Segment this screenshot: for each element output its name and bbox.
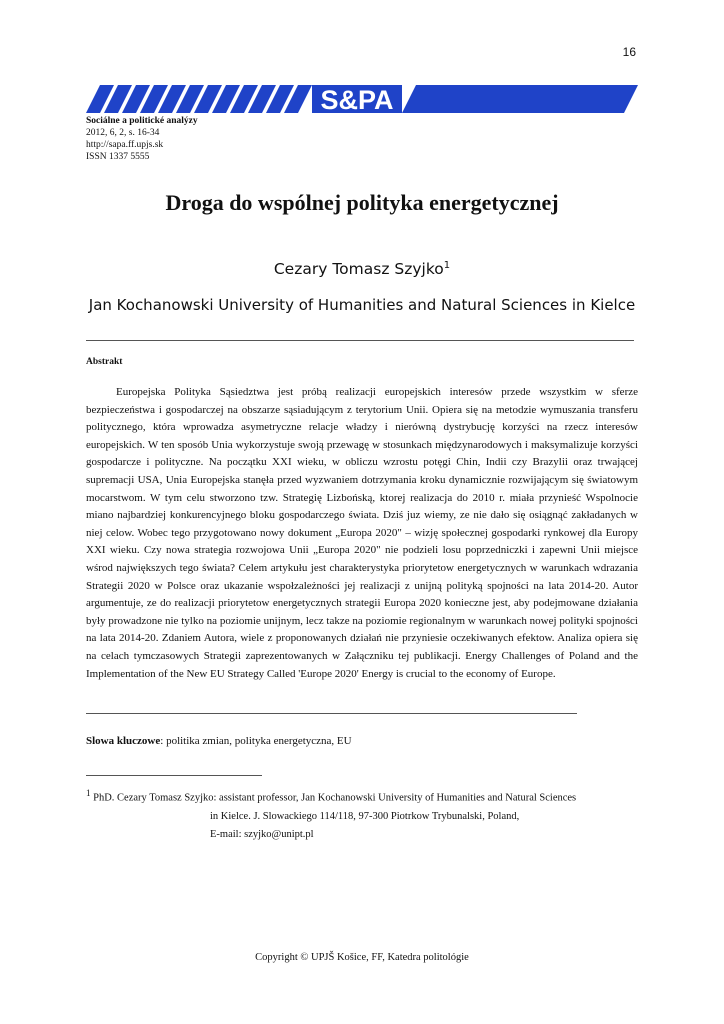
- copyright-footer: Copyright © UPJŠ Košice, FF, Katedra politológie: [255, 952, 469, 963]
- keywords-label: Slowa kluczowe: [86, 735, 161, 747]
- footnote-line-1: PhD. Cezary Tomasz Szyjko: assistant professor, Jan Kochanowski University of Humanities and Natural Sciences: [93, 792, 577, 804]
- abstract-heading: Abstrakt: [86, 357, 123, 367]
- footnote-marker: 1: [86, 788, 91, 798]
- journal-citation: 2012, 6, 2, s. 16-34: [86, 128, 160, 138]
- author-affiliation: Jan Kochanowski University of Humanities and Natural Sciences in Kielce: [88, 296, 636, 314]
- journal-issn: ISSN 1337 5555: [86, 152, 150, 162]
- footnote-line-2: in Kielce. J. Slowackiego 114/118, 97-300 Piotrkow Trybunalski, Poland,: [210, 810, 520, 822]
- journal-name: Sociálne a politické analýzy: [86, 116, 198, 126]
- author-name: Cezary Tomasz Szyjko: [273, 260, 444, 279]
- logo-text: S&PA: [320, 85, 394, 114]
- page-number: 16: [622, 45, 636, 59]
- author-line: [0, 260, 724, 278]
- journal-logo-banner: [86, 84, 638, 114]
- journal-info: [86, 115, 198, 163]
- footnote-email[interactable]: E-mail: szyjko@unipt.pl: [210, 828, 314, 840]
- keywords-line: [86, 735, 352, 747]
- journal-url[interactable]: http://sapa.ff.upjs.sk: [86, 140, 164, 150]
- divider-middle: [86, 713, 577, 714]
- divider-top: [86, 340, 634, 341]
- abstract-body: Europejska Polityka Sąsiedztwa jest próbą realizacji europejskich interesów przede wszystkim w sferze bezpieczeństwa i gospodarczej na obszarze sąsiadującym z terytorium Unii. Opiera się na metodzie wymuszania transferu politycznego, która wprowadza asymetryczne relacje władzy i nierówną dystrybucję korzyści na rzecz interesów europejskich. W ten sposób Unia wykorzystuje swoją przewagę w stosunkach międzynarodowych i maksymalizuje korzyści gospodarcze i polityczne. Na początku XXI wieku, w obliczu wzrostu potęgi Chin, Indii czy Brazylii oraz trwającej supremacji USA, Unia Europejska stanęła przed wyzwaniem dotrzymania kroku dynamicznie rozwijającym się światowym mocarstwom. W tym celu stworzono tzw. Strategię Lizbońską, ktorej realizacja do 2010 r. miała przynieść Wspolnocie miano najbardziej konkurencyjnego bloku gospodarczego świata. Dziś juz wiemy, ze nie dało się osiągnąć zakładanych w niej celow. Wobec tego przygotowano nowy dokument „Europa 2020" – wizję społecznej gospodarki rynkowej dla Europy XXI wieku. Czy nowa strategia rozwojowa Unii „Europa 2020" nie podzieli losu poprzedniczki i zapewni Unii miejsce wśrod największych tego świata? Celem artykułu jest charakterystyka priorytetow energetycznych w warunkach wdrazania Strategii 2020 w Polsce oraz ukazanie wspołzależności jej realizacji z unijną polityką spojności na lata 2014-20. Autor argumentuje, ze do realizacji priorytetow energetycznych strategii Europa 2020 konieczne jest, aby podejmowane działania były prowadzone nie tylko na poziomie unijnym, lecz takze na poziomie regionalnym w warunkach nowej polityki spojności na lata 2014-20. Zdaniem Autora, wiele z proponowanych działań nie przyniesie oczekiwanych efektow. Analiza opiera się na celach tymczasowych Strategii zaprezentowanych w Załączniku tej publikacji. Energy Challenges of Poland and the Implementation of the New EU Strategy Called 'Europe 2020' Energy is crucial to the economy of Europe.: [86, 386, 638, 680]
- keywords-text: politika zmian, polityka energetyczna, EU: [166, 735, 352, 747]
- paper-title: Droga do wspólnej polityka energetycznej: [165, 190, 559, 215]
- footnote: [86, 784, 638, 844]
- footnote-divider: [86, 775, 262, 776]
- author-footnote-marker[interactable]: 1: [443, 260, 451, 271]
- keywords-separator: :: [160, 735, 167, 747]
